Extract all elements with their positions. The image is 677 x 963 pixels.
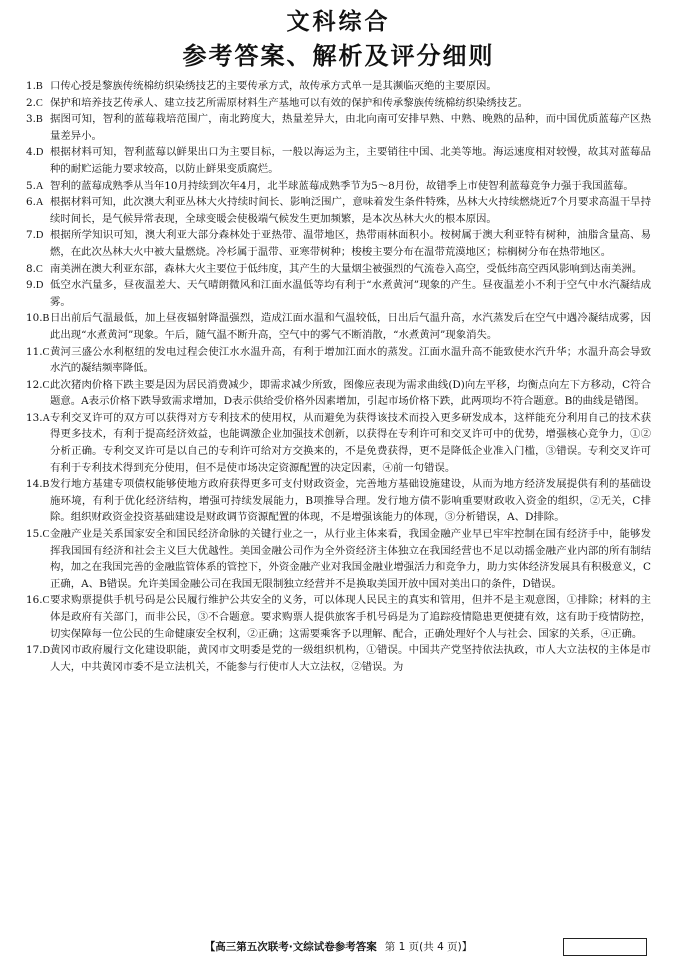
answer-explanation: 根据材料可知，此次澳大利亚丛林大火持续时间长、影响泛围广，意味着发生条件特殊，丛林大火持续燃烧近7个月要求高温干旱持续时间长，是气候异常表现，全球变暖会使极端气候发生更加频繁，是本次丛林大火的根本原因。	[50, 196, 651, 225]
answer-number	[26, 310, 50, 328]
answer-option: D	[35, 147, 44, 159]
question-number: 11.	[26, 345, 43, 358]
answer-explanation: 专利交叉许可的双方可以获得对方专利技术的使用权，从而避免为获得该技术而投入更多研发成本，这样能充分利用自己的技术获得更多技术，有利于提高经济效益，也能调激企业加强技术创新，以获得在专利许可和交叉许可中的优势，增强核心竞争力，①②分析正确。专利交叉许可是以自己的专利许可给对方交换来的，不是免费获得，更不是降低企业准入门槛，③错误。专利交叉许可有利于专利技术得到充分使用，但不是使市场决定资源配置的决定因素，④前一句错误。	[50, 411, 651, 474]
page-title: 文科综合	[286, 9, 391, 35]
answer-explanation: 此次猪肉价格下跌主要是因为居民消费减少，即需求减少所致，图像应表现为需求曲线(D)向左平移，均衡点向左下方移动，C符合题意。A表示价格下跌导致需求增加，D表示供给受价格外因素增加，引起市场价格下跌，此两项均不符合题意。B的曲线是错图。	[50, 378, 651, 408]
answer-option: D	[42, 645, 51, 657]
question-number: 12.	[26, 378, 43, 391]
answer-number	[26, 178, 50, 196]
question-number: 6.	[26, 196, 36, 209]
question-number: 1.	[26, 80, 36, 92]
question-number: 15.	[26, 528, 43, 541]
answer-explanation: 黄河三盛公水利枢纽的发电过程会使江水水温升高，有利于增加江面水的蒸发。江面水温升高不能致使水汽升华；水温升高会导致水汽的凝结频率降低。	[50, 345, 651, 375]
answer-option: A	[35, 180, 44, 192]
answer-option: D	[35, 280, 44, 292]
question-number: 13.	[26, 411, 43, 424]
answer-item	[26, 642, 651, 675]
answer-explanation: 根据材料可知，智利蓝莓以鲜果出口为主要目标，一般以海运为主，主要销往中国、北美等地。海运速度相对较慢，故其对蓝莓品种的耐贮运能力要求较高，以防止鲜果变质腐烂。	[50, 146, 651, 175]
page-subtitle: 参考答案、解析及评分细则	[182, 42, 495, 70]
answer-option: B	[42, 313, 50, 325]
answer-option: C	[35, 97, 43, 109]
answer-number	[26, 377, 50, 395]
answer-item	[26, 95, 651, 112]
answer-explanation: 金融产业是关系国家安全和国民经济命脉的关键行业之一，从行业主体来看，我国金融产业早已牢牢控制在国有经济手中，能够发挥我国国有经济和社会主义巨大优越性。美国金融公司作为全外资经济主体独立在我国经营也不足以动摇金融产业内部的所有制结构，加之在我国完善的金融监管体系的管控下，外资金融产业对我国金融业增强活力和竞争力，助力实体经济发展具有积极意义，C正确，A、B错误。允许美国金融公司在我国无限制独立经营并不是换取美国开放中国对美出口的条件，D错误。	[50, 528, 651, 590]
answer-item	[26, 377, 651, 410]
answer-option: C	[35, 263, 43, 275]
question-number: 9.	[26, 279, 36, 292]
answer-number	[26, 476, 50, 494]
answer-item	[26, 111, 651, 144]
answer-number	[26, 194, 50, 212]
answer-number	[26, 526, 50, 544]
answer-number	[26, 78, 50, 96]
answer-item	[26, 144, 651, 177]
answer-number	[26, 592, 50, 610]
answer-explanation: 黄冈市政府履行文化建设职能，黄冈市文明委是党的一级组织机构，①错误。中国共产党坚持依法执政，市人大立法权的主体是市人大，中共黄冈市委不是立法机关，不能参与行使市人大立法权，②错误。为	[50, 644, 651, 673]
question-number: 17.	[26, 644, 43, 657]
answer-explanation: 南美洲在澳大利亚东部，森林大火主要位于低纬度，其产生的大量烟尘被强烈的气流卷入高空，受低纬高空西风影响到达南美洲。	[50, 262, 643, 275]
answer-explanation: 智利的蓝莓成熟季从当年10月持续到次年4月，北半球蓝莓成熟季节为5～8月份，故错季上市使智利蓝莓竞争力强于我国蓝莓。	[50, 179, 634, 192]
answer-option: B	[42, 479, 50, 491]
answer-item	[26, 277, 651, 310]
answer-item	[26, 78, 651, 95]
question-number: 14.	[26, 478, 43, 491]
answer-option: A	[35, 197, 44, 209]
answer-explanation: 据图可知，智利的蓝莓栽培范围广，南北跨度大，热量差异大，由北向南可安排早熟、中熟、晚熟的品种，而中国优质蓝莓产区热量差异小。	[50, 113, 651, 142]
question-number: 2.	[26, 96, 36, 109]
answer-explanation: 根据所学知识可知，澳大利亚大部分森林处于亚热带、温带地区，热带雨林面积小。桉树属于澳大利亚特有树种，油脂含量高、易燃，在此次丛林大火中被大量燃烧。冷杉属于温带、亚寒带树种；梭梭主要分布在温带荒漠地区；棕榈树分布在热带地区。	[50, 229, 651, 258]
answer-explanation: 日出前后气温最低，加上昼夜辐射降温强烈，造成江面水温和气温较低，日出后气温升高，水汽蒸发后在空气中遇冷凝结成雾，因此出现“水煮黄河”现象。午后，随气温不断升高，空气中的雾气不断消散，“水煮黄河”现象消失。	[50, 312, 651, 341]
answer-item	[26, 227, 651, 260]
answer-number	[26, 144, 50, 162]
answer-number	[26, 111, 50, 129]
answer-item	[26, 344, 651, 377]
answer-number	[26, 277, 50, 295]
question-number: 7.	[26, 229, 36, 242]
answer-option: C	[42, 379, 50, 391]
answer-item	[26, 178, 651, 195]
answer-item	[26, 194, 651, 227]
answer-number	[26, 227, 50, 245]
answer-item	[26, 410, 651, 476]
question-number: 5.	[26, 179, 36, 192]
answer-item	[26, 310, 651, 343]
answer-option: C	[42, 529, 50, 541]
answer-item	[26, 592, 651, 642]
footer-label: 【高三第五次联考·文综试卷参考答案	[204, 941, 377, 953]
answer-explanation: 低空水汽量多，昼夜温差大、天气晴朗微风和江面水温低等均有利于“水煮黄河”现象的产生。昼夜温差小不利于空气中水汽凝结成雾。	[50, 279, 651, 308]
score-box	[563, 938, 647, 956]
question-number: 16.	[26, 594, 43, 607]
answer-explanation: 保护和培养技艺传承人、建立技艺所需原材料生产基地可以有效的保护和传承黎族传统棉纺织染绣技艺。	[50, 96, 528, 109]
answer-item	[26, 261, 651, 278]
answer-item	[26, 526, 651, 592]
answer-explanation: 口传心授是黎族传统棉纺织染绣技艺的主要传承方式，故传承方式单一是其濒临灭绝的主要原因。	[50, 80, 497, 92]
answer-number	[26, 95, 50, 113]
question-number: 8.	[26, 262, 36, 275]
answer-option: C	[42, 595, 50, 607]
answer-option: C	[42, 346, 50, 358]
answer-option: A	[42, 412, 51, 424]
answer-item	[26, 476, 651, 526]
answer-option: D	[35, 230, 44, 242]
answer-number	[26, 344, 50, 362]
answer-number	[26, 410, 50, 428]
question-number: 4.	[26, 146, 36, 159]
question-number: 10.	[26, 312, 43, 325]
answer-explanation: 发行地方基建专项债权能够使地方政府获得更多可支付财政资金，完善地方基础设施建设，从而为地方经济发展提供有利的基础设施环境，有利于优化经济结构，增强可持续发展能力，B项推导合理。发行地方债不影响重要财政收入资金的组织，②无关，C排除。组织财政资金投资基础建设是财政调节资源配置的体现，不是增强该能力的体现，③分析错误，A、D排除。	[50, 478, 651, 524]
answer-number	[26, 642, 50, 660]
footer-page-number: 第 1 页(共 4 页)】	[384, 941, 473, 953]
answer-option: B	[35, 114, 43, 126]
question-number: 3.	[26, 113, 36, 126]
answer-explanation: 要求购票提供手机号码是公民履行维护公共安全的义务，可以体现人民民主的真实和管用，但并不是主观意图，①排除；材料的主体是政府有关部门，而非公民，③不合题意。要求购票人提供旅客手机号码是为了追踪疫情隐患更便捷有效，这有助于疫情防控，切实保障每一位公民的生命健康安全权利，②正确；这需要乘客予以理解、配合，正确处理好个人与社会、国家的关系，④正确。	[50, 594, 651, 640]
answer-option: B	[35, 81, 43, 92]
answer-number	[26, 261, 50, 279]
answer-list	[26, 78, 651, 675]
